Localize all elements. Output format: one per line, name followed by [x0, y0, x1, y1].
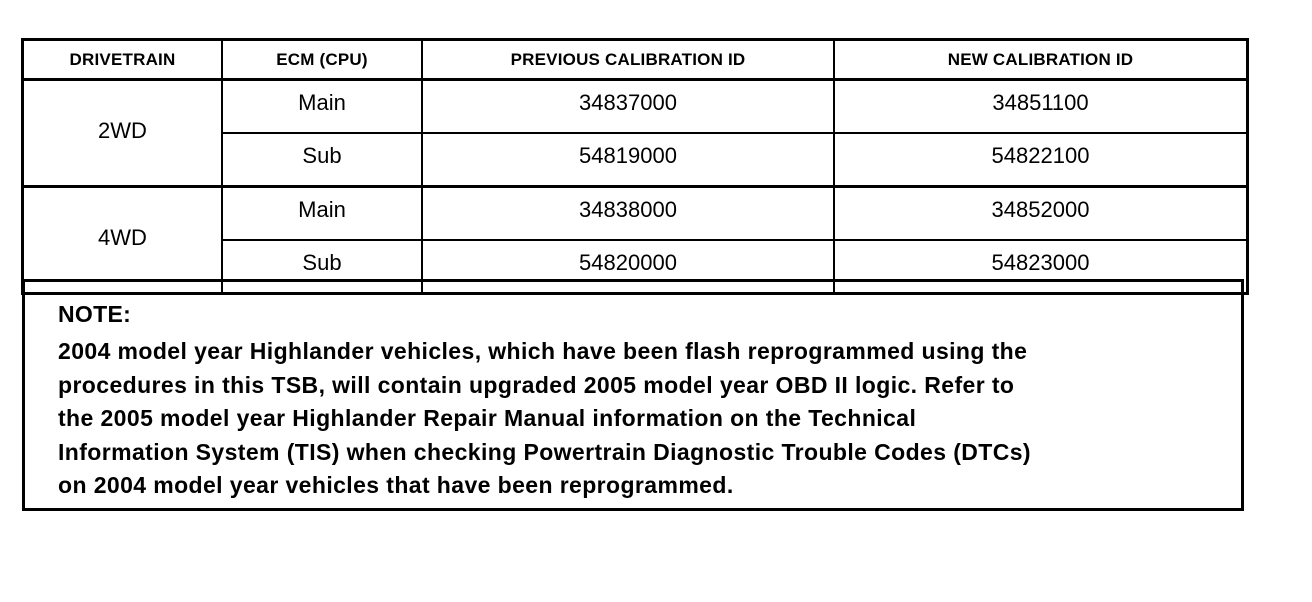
drivetrain-cell-2wd: 2WD	[23, 80, 222, 187]
drivetrain-cell-4wd: 4WD	[23, 187, 222, 294]
header-new-calibration-id: NEW CALIBRATION ID	[834, 40, 1247, 80]
note-box	[22, 279, 1244, 511]
new-calibration-cell: 34851100	[834, 80, 1247, 134]
table-row	[23, 187, 1247, 241]
header-previous-calibration-id: PREVIOUS CALIBRATION ID	[422, 40, 834, 80]
ecm-cell: Main	[222, 187, 422, 241]
previous-calibration-cell: 54820000	[422, 240, 834, 293]
calibration-table	[22, 39, 1248, 294]
note-body: 2004 model year Highlander vehicles, which have been flash reprogrammed using the procedures in this TSB, will contain upgraded 2005 model year OBD II logic. Refer to the 2005 model year Highlander Repair Manual information on the Technical Information System (TIS) when checking Powertrain Diagnostic Trouble Codes (DTCs) on 2004 model year vehicles that have been reprogrammed.	[58, 338, 1031, 498]
new-calibration-cell: 34852000	[834, 187, 1247, 241]
new-calibration-cell: 54822100	[834, 133, 1247, 187]
header-ecm-cpu: ECM (CPU)	[222, 40, 422, 80]
note-heading: NOTE:	[58, 301, 132, 327]
new-calibration-cell: 54823000	[834, 240, 1247, 293]
previous-calibration-cell: 54819000	[422, 133, 834, 187]
previous-calibration-cell: 34838000	[422, 187, 834, 241]
ecm-cell: Main	[222, 80, 422, 134]
table-row	[23, 80, 1247, 134]
ecm-cell: Sub	[222, 133, 422, 187]
table-header-row	[23, 40, 1247, 80]
header-drivetrain: DRIVETRAIN	[23, 40, 222, 80]
previous-calibration-cell: 34837000	[422, 80, 834, 134]
ecm-cell: Sub	[222, 240, 422, 293]
